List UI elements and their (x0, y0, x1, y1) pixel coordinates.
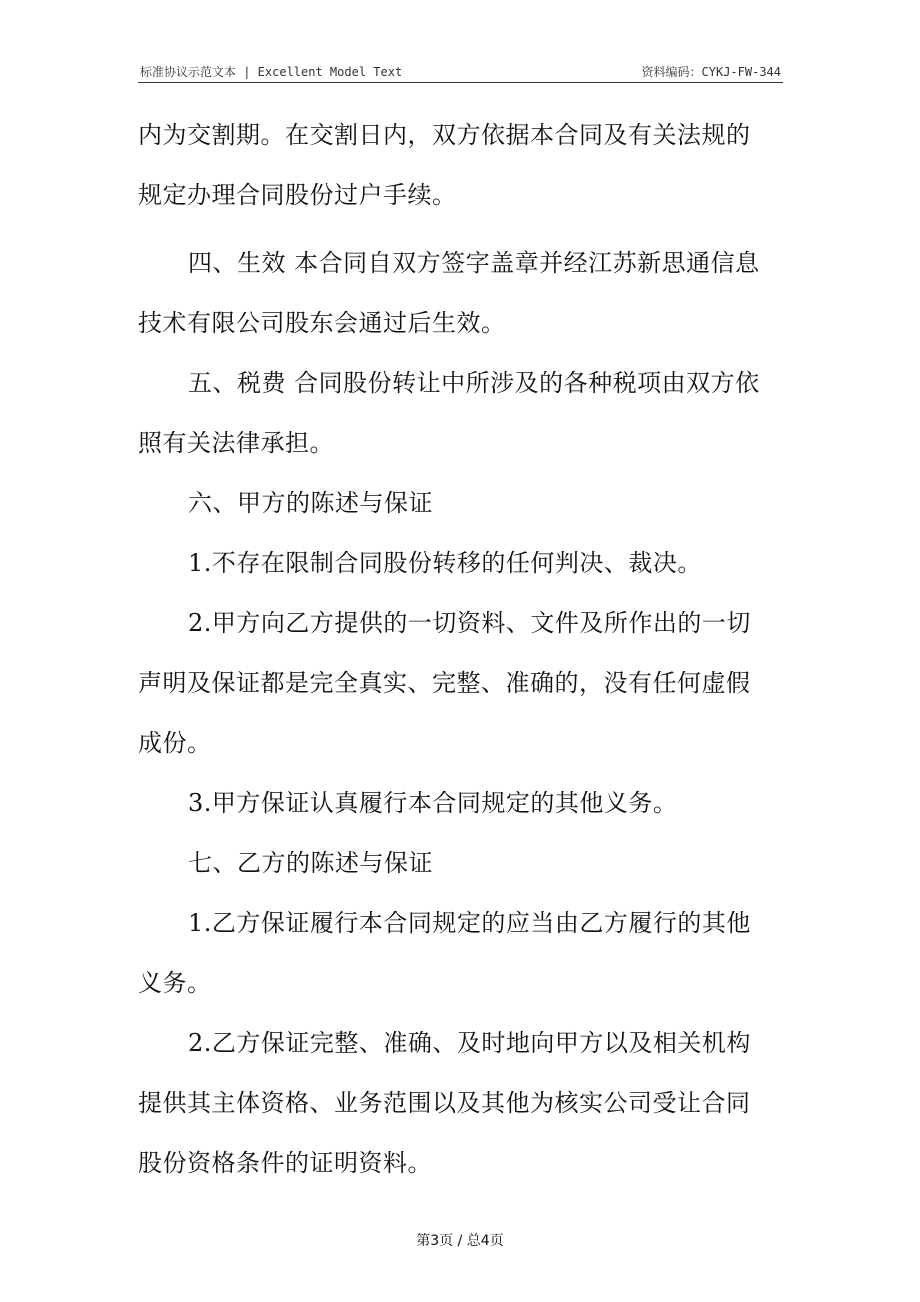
section-seven-heading: 七、乙方的陈述与保证 (188, 849, 433, 877)
paragraph-line: 内为交割期。在交割日内，双方依据本合同及有关法规的 (138, 121, 751, 149)
page-header (138, 60, 783, 83)
paragraph-line: 照有关法律承担。 (138, 429, 334, 457)
paragraph-line: 声明及保证都是完全真实、完整、准确的，没有任何虚假 (138, 669, 751, 697)
paragraph-line: 股份资格条件的证明资料。 (138, 1149, 432, 1177)
section-six-heading: 六、甲方的陈述与保证 (188, 489, 433, 517)
clause-line: 2.乙方保证完整、准确、及时地向甲方以及相关机构 (188, 1029, 751, 1057)
paragraph-line: 成份。 (138, 729, 212, 757)
page-number: 第3页 / 总4页 (416, 1233, 504, 1249)
paragraph-line: 提供其主体资格、业务范围以及其他为核实公司受让合同 (138, 1089, 751, 1117)
paragraph-line: 技术有限公司股东会通过后生效。 (138, 309, 506, 337)
paragraph-line: 义务。 (138, 969, 212, 997)
header-title: 标准协议示范文本 | Excellent Model Text (140, 65, 403, 79)
paragraph-line: 规定办理合同股份过户手续。 (138, 181, 457, 209)
section-four-line: 四、生效 本合同自双方签字盖章并经江苏新思通信息 (188, 249, 760, 277)
clause-line: 2.甲方向乙方提供的一切资料、文件及所作出的一切 (188, 609, 751, 637)
document-code: 资料编码：CYKJ-FW-344 (641, 65, 781, 79)
clause-line: 1.乙方保证履行本合同规定的应当由乙方履行的其他 (188, 909, 751, 937)
clause-line: 1.不存在限制合同股份转移的任何判决、裁决。 (188, 549, 702, 577)
section-five-line: 五、税费 合同股份转让中所涉及的各种税项由双方依 (188, 369, 760, 397)
clause-line: 3.甲方保证认真履行本合同规定的其他义务。 (188, 789, 678, 817)
